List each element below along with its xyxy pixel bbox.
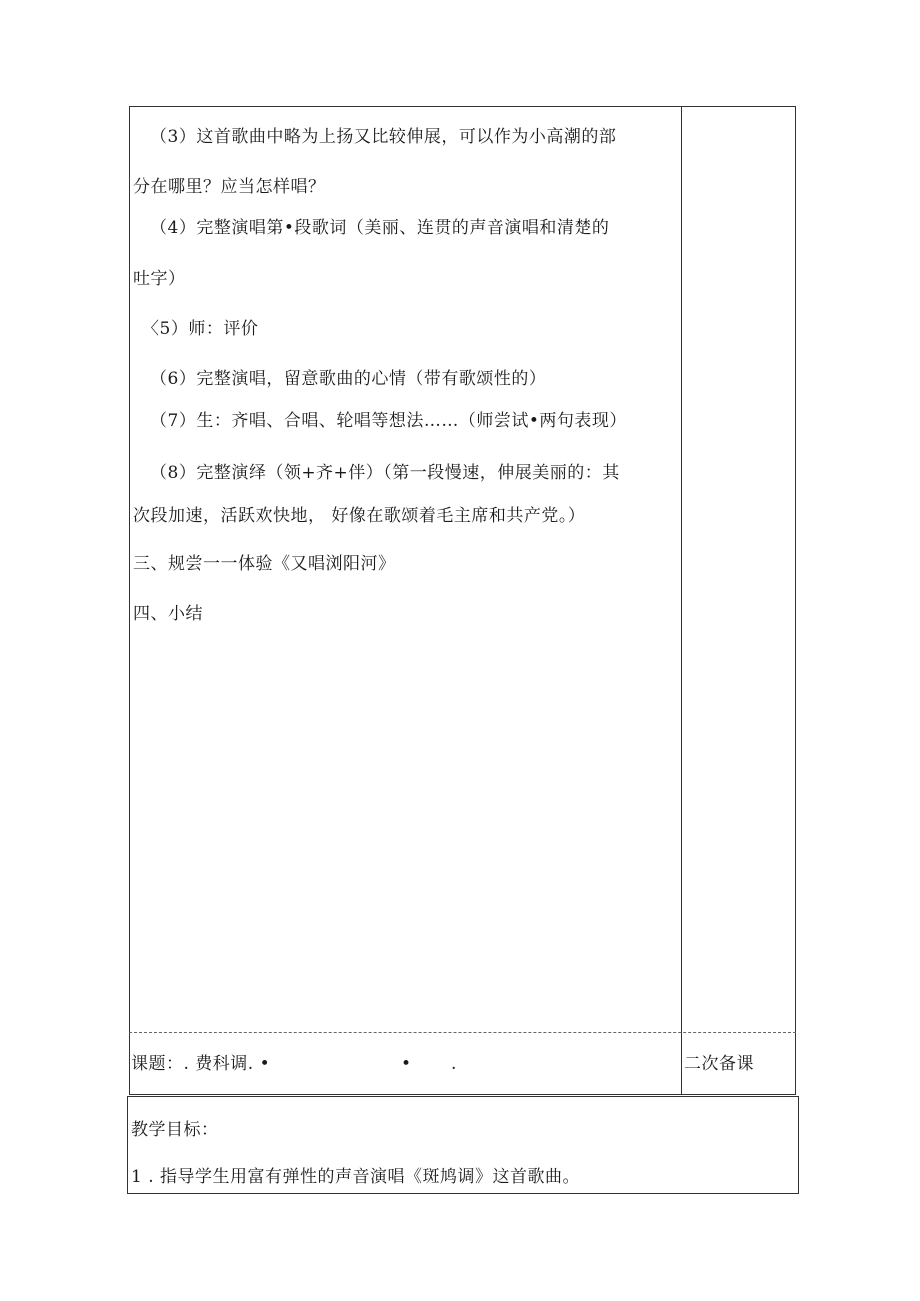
- second-prep-label: 二次备课: [684, 1054, 754, 1074]
- lesson-table: [129, 106, 796, 1095]
- body-line-2: 分在哪里？应当怎样唱？: [133, 177, 326, 197]
- body-line-11: 四、小结: [133, 604, 203, 624]
- topic-label: 课题：. 费科调. •: [131, 1054, 271, 1074]
- body-line-3: （4）完整演唱第•段歌词（美丽、连贯的声音演唱和清楚的: [150, 218, 610, 238]
- body-line-1: （3）这首歌曲中略为上扬又比较伸展，可以作为小高潮的部: [150, 127, 617, 147]
- body-line-4: 吐字）: [133, 269, 186, 289]
- body-line-7: （7）生：齐唱、合唱、轮唱等想法……（师尝试•两句表现）: [150, 411, 627, 431]
- body-line-6: （6）完整演唱，留意歌曲的心情（带有歌颂性的）: [150, 369, 547, 389]
- body-line-8: （8）完整演绎（领+齐+伴）（第一段慢速，伸展美丽的：其: [150, 463, 620, 483]
- row-divider: [129, 1032, 796, 1033]
- topic-dot-a: •: [401, 1054, 412, 1074]
- body-line-10: 三、规尝一一体验《又唱浏阳河》: [133, 554, 396, 574]
- column-divider: [681, 106, 682, 1095]
- objectives-heading: 教学目标：: [131, 1120, 219, 1140]
- topic-dot-b: .: [451, 1054, 457, 1074]
- body-line-5: 〈5）师：评价: [142, 319, 259, 339]
- body-line-9: 次段加速，活跃欢快地， 好像在歌颂着毛主席和共产党。）: [133, 506, 586, 526]
- objective-item-1: 1 . 指导学生用富有弹性的声音演唱《斑鸠调》这首歌曲。: [131, 1167, 581, 1187]
